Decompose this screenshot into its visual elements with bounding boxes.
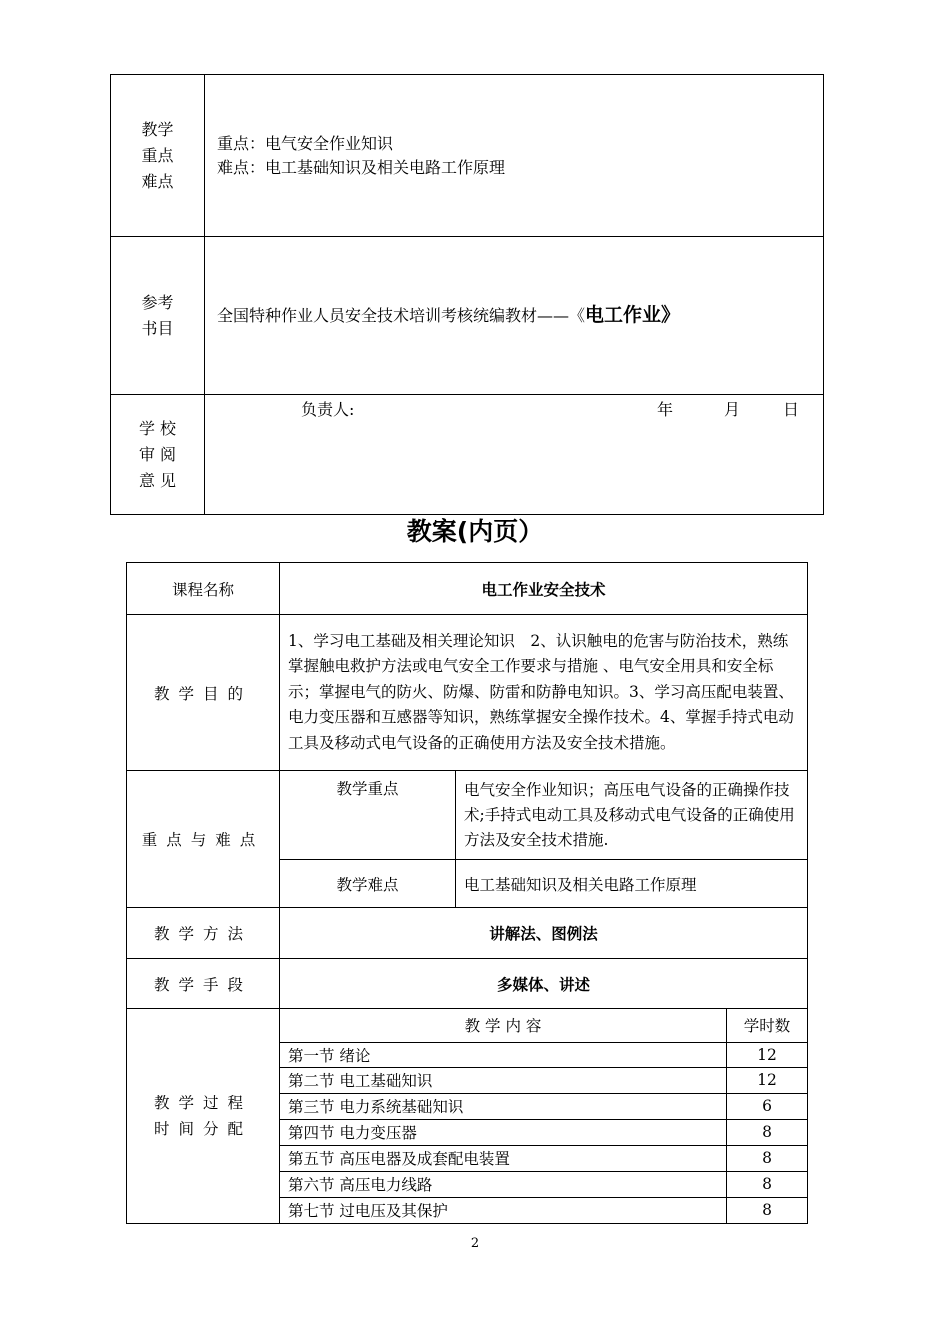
section-hours: 8 <box>727 1145 808 1171</box>
section-name: 第四节 电力变压器 <box>280 1119 727 1145</box>
review-label-line: 审 阅 <box>138 444 177 464</box>
reference-label-line: 参考 <box>141 292 174 312</box>
review-label-line: 学 校 <box>138 418 177 438</box>
teaching-goal-label: 教学目的 <box>127 615 280 771</box>
section-name: 第七节 过电压及其保护 <box>280 1197 727 1223</box>
review-day-label: 日 <box>783 400 800 419</box>
focus-label-line: 教学 <box>141 119 174 139</box>
teaching-goal-text: 1、学习电工基础及相关理论知识 2、认识触电的危害与防治技术，熟练掌握触电救护方法或电气安全工作要求与措施 、电气安全用具和安全标示；掌握电气的防火、防爆、防雷和防静电知识。3、学习高压配电装置、电力变压器和互感器等知识，熟练掌握安全操作技术。4、掌握手持式电动工具及移动式电气设备的正确使用方法及安全技术措施。 <box>280 615 808 771</box>
section-hours: 6 <box>727 1093 808 1119</box>
key-point-line: 重点：电气安全作业知识 <box>217 133 394 153</box>
content-header: 教 学 内 容 <box>280 1009 727 1042</box>
course-name-label: 课程名称 <box>127 563 280 615</box>
process-label-line: 时间分配 <box>153 1120 252 1138</box>
course-name-value: 电工作业安全技术 <box>280 563 808 615</box>
section-name: 第一节 绪论 <box>280 1042 727 1067</box>
page-heading: 教案(内页） <box>406 517 544 546</box>
reference-label-line: 书目 <box>141 318 174 338</box>
review-label-cell <box>111 395 205 515</box>
process-label-cell <box>127 1009 280 1224</box>
review-content-cell <box>205 395 824 515</box>
section-name: 第五节 高压电器及成套配电装置 <box>280 1145 727 1171</box>
difficult-point-label: 教学难点 <box>280 860 456 908</box>
reference-label-cell <box>111 237 205 395</box>
process-content-cell <box>280 1009 808 1224</box>
lesson-plan-table <box>126 562 808 1224</box>
review-month-label: 月 <box>724 400 741 419</box>
sections-table <box>280 1009 807 1223</box>
section-hours: 12 <box>727 1067 808 1093</box>
reference-text: 全国特种作业人员安全技术培训考核统编教材——《 <box>217 306 586 325</box>
teaching-means-value: 多媒体、讲述 <box>280 959 808 1009</box>
reference-content-cell <box>205 237 824 395</box>
difficult-point-line: 难点：电工基础知识及相关电路工作原理 <box>217 157 506 177</box>
page-number: 2 <box>470 1236 480 1251</box>
focus-label-line: 难点 <box>141 171 174 191</box>
review-label-line: 意 见 <box>138 470 177 490</box>
teaching-means-label: 教学手段 <box>127 959 280 1009</box>
top-table <box>110 74 824 515</box>
teaching-method-value: 讲解法、图例法 <box>280 908 808 959</box>
process-label-line: 教学过程 <box>153 1094 252 1112</box>
review-owner-label: 负责人: <box>301 400 355 419</box>
hours-header: 学时数 <box>727 1009 808 1042</box>
teaching-method-label: 教学方法 <box>127 908 280 959</box>
key-point-text: 电气安全作业知识；高压电气设备的正确操作技术;手持式电动工具及移动式电气设备的正确使用方法及安全技术措施. <box>456 771 808 860</box>
key-point-label: 教学重点 <box>280 771 456 860</box>
section-hours: 8 <box>762 1201 772 1220</box>
section-name: 第三节 电力系统基础知识 <box>280 1093 727 1119</box>
key-difficult-label: 重点与难点 <box>127 771 280 908</box>
section-hours: 12 <box>727 1042 808 1067</box>
section-name: 第二节 电工基础知识 <box>280 1067 727 1093</box>
section-hours: 8 <box>727 1119 808 1145</box>
reference-book-title: 电工作业》 <box>585 304 681 326</box>
focus-label-line: 重点 <box>141 145 174 165</box>
review-year-label: 年 <box>657 400 674 419</box>
section-name: 第六节 高压电力线路 <box>280 1171 727 1197</box>
section-hours: 8 <box>727 1171 808 1197</box>
focus-label-cell <box>111 75 205 237</box>
focus-content-cell <box>205 75 824 237</box>
difficult-point-text: 电工基础知识及相关电路工作原理 <box>456 860 808 908</box>
